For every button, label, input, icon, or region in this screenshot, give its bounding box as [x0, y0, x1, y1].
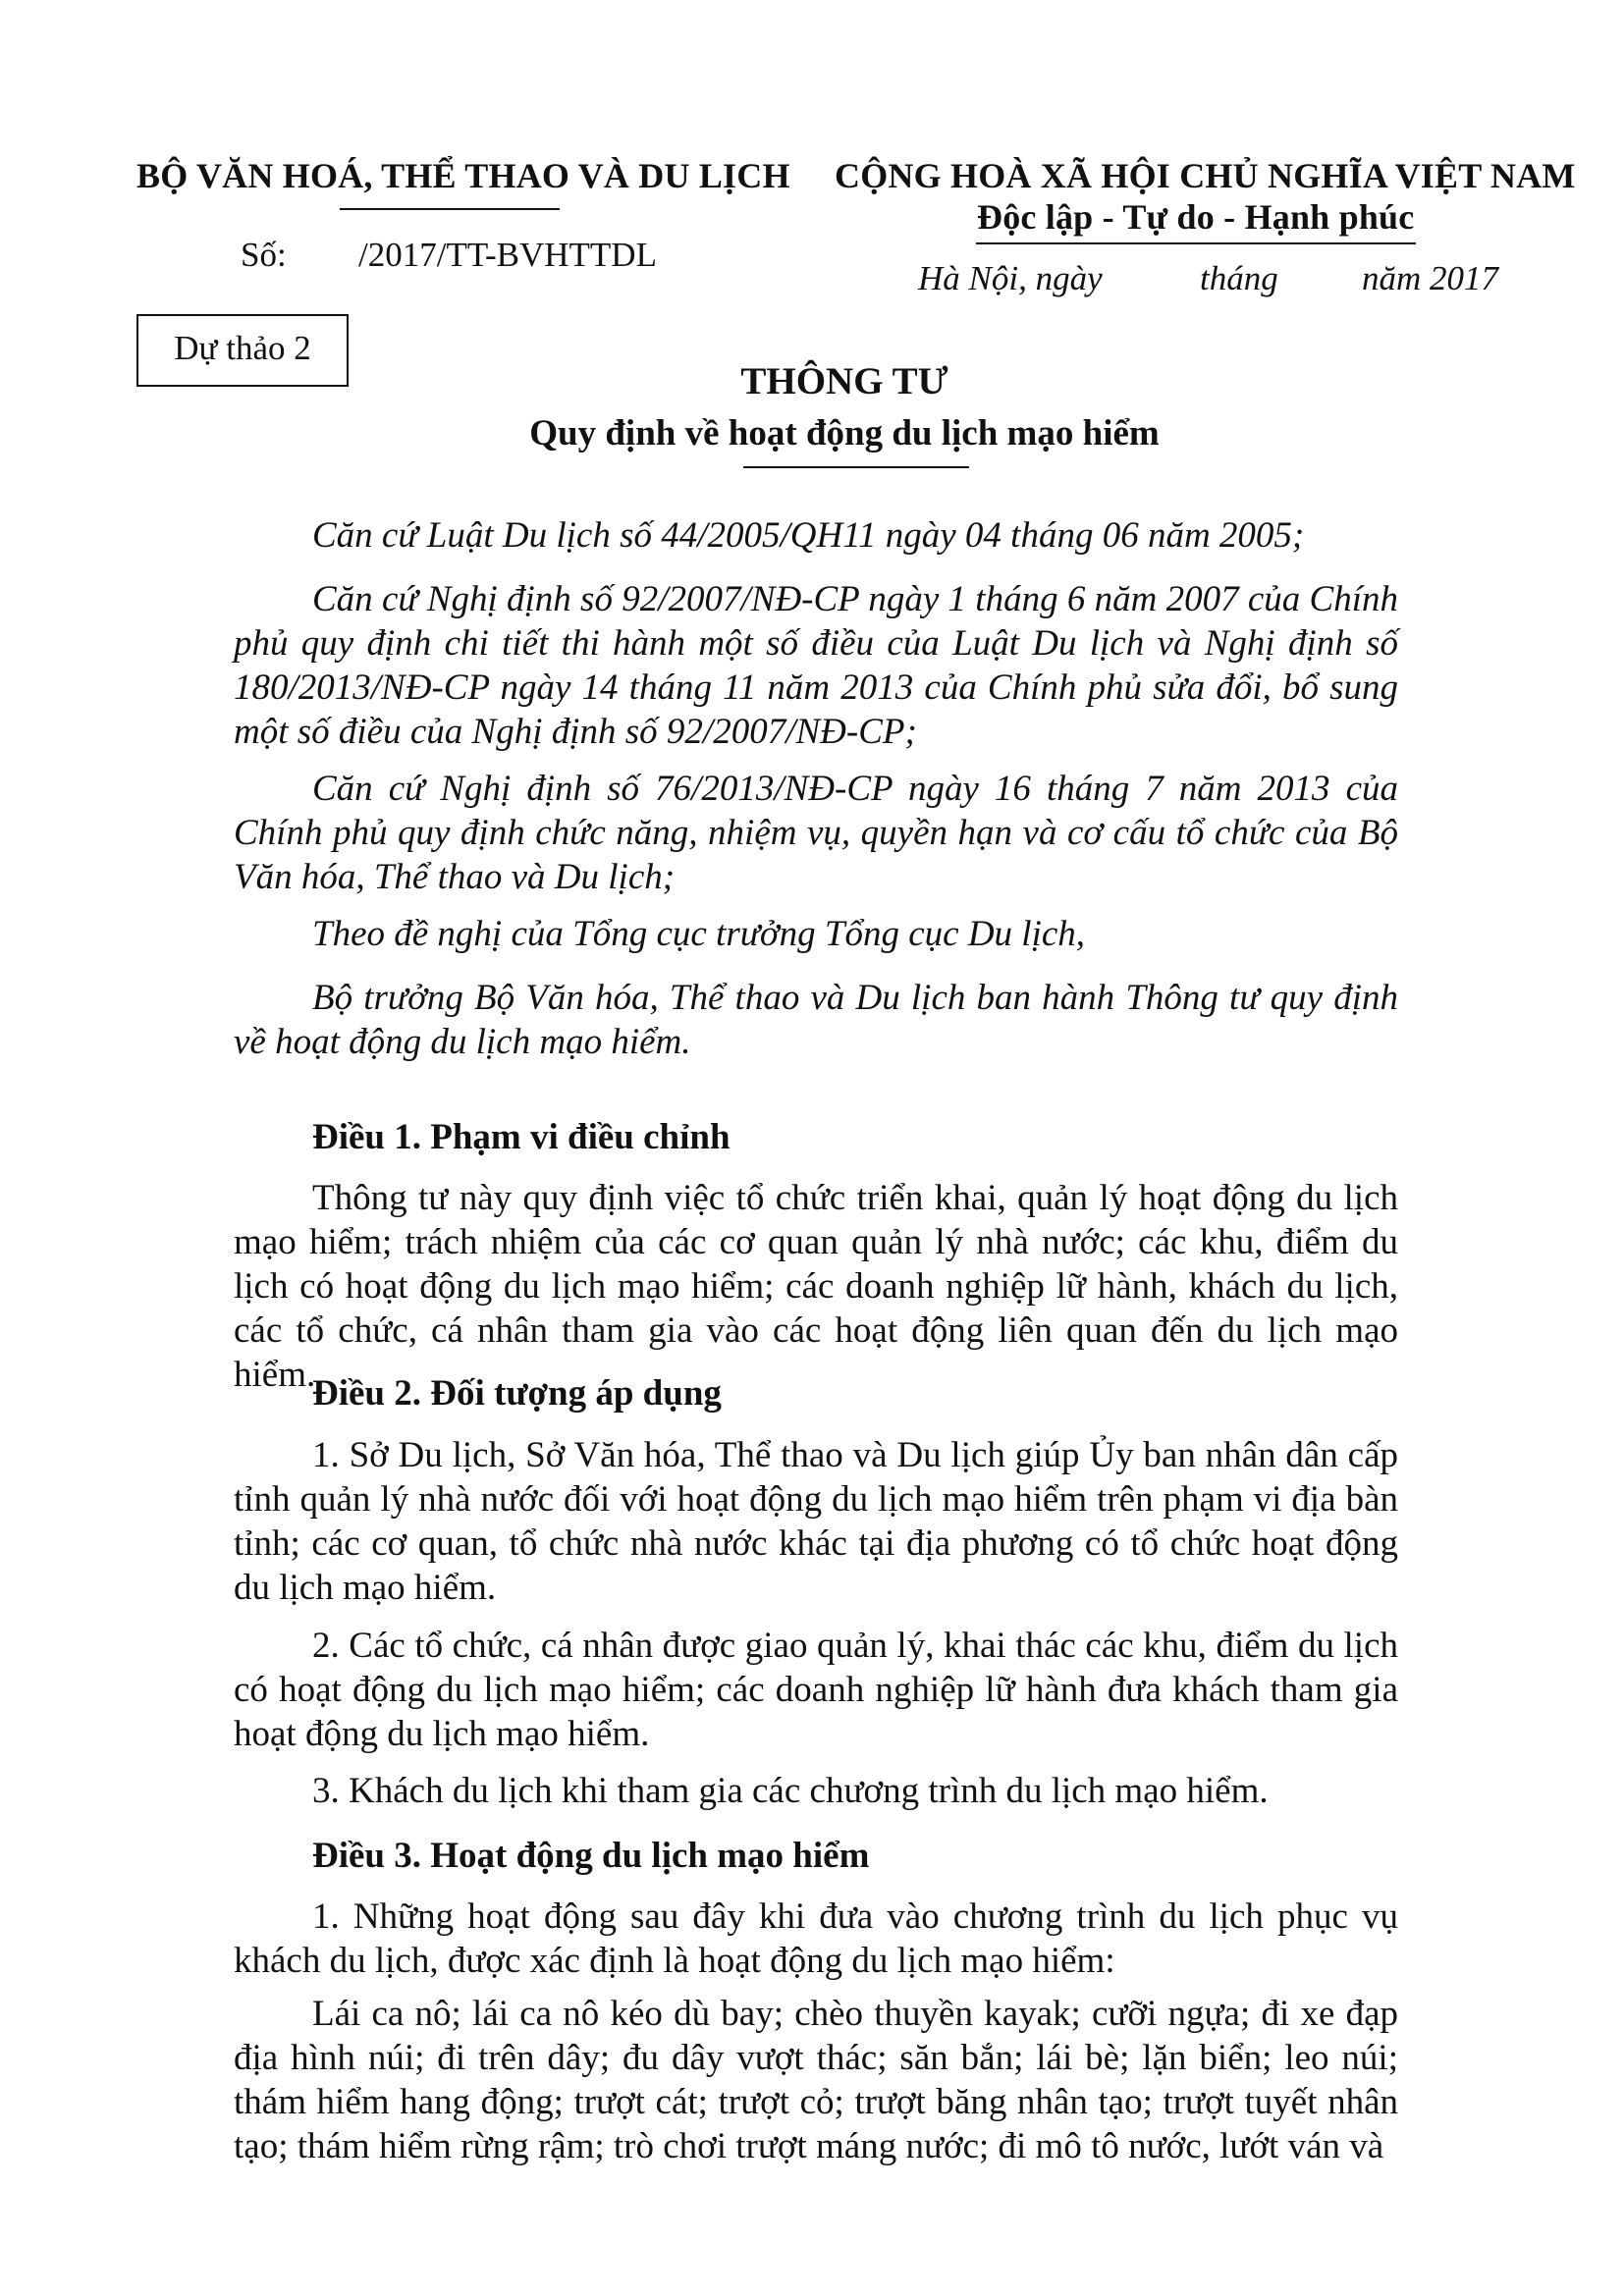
document-number-label: Số: [241, 236, 287, 274]
article-3-heading: Điều 3. Hoạt động du lịch mạo hiểm [312, 1836, 870, 1876]
article-1-heading: Điều 1. Phạm vi điều chỉnh [312, 1117, 731, 1157]
preamble-proposal: Theo đề nghị của Tổng cục trưởng Tổng cục Du lịch, [312, 914, 1086, 954]
document-subject: Quy định về hoạt động du lịch mạo hiểm [529, 413, 1160, 454]
preamble-minister: Bộ trưởng Bộ Văn hóa, Thể thao và Du lịch ban hành Thông tư quy định về hoạt động du lịch mạo hiểm. [234, 978, 1398, 1062]
preamble-decree-92: Căn cứ Nghị định số 92/2007/NĐ-CP ngày 1 tháng 6 năm 2007 của Chính phủ quy định chi tiết thi hành một số điều của Luật Du lịch và Nghị định số 180/2013/NĐ-CP ngày 14 tháng 11 năm 2013 của Chính phủ sửa đổi, bổ sung một số điều của Nghị định số 92/2007/NĐ-CP; [234, 579, 1398, 752]
article-2-clause-2: 2. Các tổ chức, cá nhân được giao quản lý, khai thác các khu, điểm du lịch có hoạt động du lịch mạo hiểm; các doanh nghiệp lữ hành đưa khách tham gia hoạt động du lịch mạo hiểm. [234, 1626, 1398, 1754]
article-2-clause-1: 1. Sở Du lịch, Sở Văn hóa, Thể thao và Du lịch giúp Ủy ban nhân dân cấp tỉnh quản lý nhà nước đối với hoạt động du lịch mạo hiểm trên phạm vi địa bàn tỉnh; các cơ quan, tổ chức nhà nước khác tại địa phương có tổ chức hoạt động du lịch mạo hiểm. [234, 1435, 1398, 1608]
article-2-heading: Điều 2. Đối tượng áp dụng [312, 1373, 722, 1414]
document-number: /2017/TT-BVHTTDL [358, 236, 657, 274]
article-1-paragraph: Thông tư này quy định việc tổ chức triển khai, quản lý hoạt động du lịch mạo hiểm; trách nhiệm của các cơ quan quản lý nhà nước; các khu, điểm du lịch có hoạt động du lịch mạo hiểm; các doanh nghiệp lữ hành, khách du lịch, các tổ chức, cá nhân tham gia vào các hoạt động liên quan đến du lịch mạo hiểm. [234, 1178, 1398, 1395]
motto-underline [976, 242, 1416, 244]
title-underline [743, 466, 969, 468]
ministry-underline [340, 208, 560, 210]
date-month: tháng [1200, 259, 1278, 297]
article-2-clause-3: 3. Khách du lịch khi tham gia các chương trình du lịch mạo hiểm. [312, 1771, 1269, 1811]
date-year: năm 2017 [1362, 259, 1499, 297]
nation-name: CỘNG HOÀ XÃ HỘI CHỦ NGHĨA VIỆT NAM [835, 156, 1576, 195]
document-type: THÔNG TƯ [740, 360, 948, 402]
preamble-decree-76: Căn cứ Nghị định số 76/2013/NĐ-CP ngày 16 tháng 7 năm 2013 của Chính phủ quy định chức năng, nhiệm vụ, quyền hạn và cơ cấu tổ chức của Bộ Văn hóa, Thể thao và Du lịch; [234, 769, 1398, 897]
article-3-activity-list: Lái ca nô; lái ca nô kéo dù bay; chèo thuyền kayak; cưỡi ngựa; đi xe đạp địa hình núi; đi trên dây; đu dây vượt thác; săn bắn; lái bè; lặn biển; leo núi; thám hiểm hang động; trượt cát; trượt cỏ; trượt băng nhân tạo; trượt tuyết nhân tạo; thám hiểm rừng rậm; trò chơi trượt máng nước; đi mô tô nước, lướt ván và [234, 1994, 1398, 2166]
preamble-law: Căn cứ Luật Du lịch số 44/2005/QH11 ngày 04 tháng 06 năm 2005; [312, 515, 1305, 556]
article-3-clause-1: 1. Những hoạt động sau đây khi đưa vào chương trình du lịch phục vụ khách du lịch, được xác định là hoạt động du lịch mạo hiểm: [234, 1896, 1398, 1981]
draft-label-text: Dự thảo 2 [174, 329, 311, 367]
ministry-name: BỘ VĂN HOÁ, THỂ THAO VÀ DU LỊCH [136, 156, 790, 195]
place-date: Hà Nội, ngày [918, 259, 1103, 297]
national-motto: Độc lập - Tự do - Hạnh phúc [977, 197, 1415, 237]
